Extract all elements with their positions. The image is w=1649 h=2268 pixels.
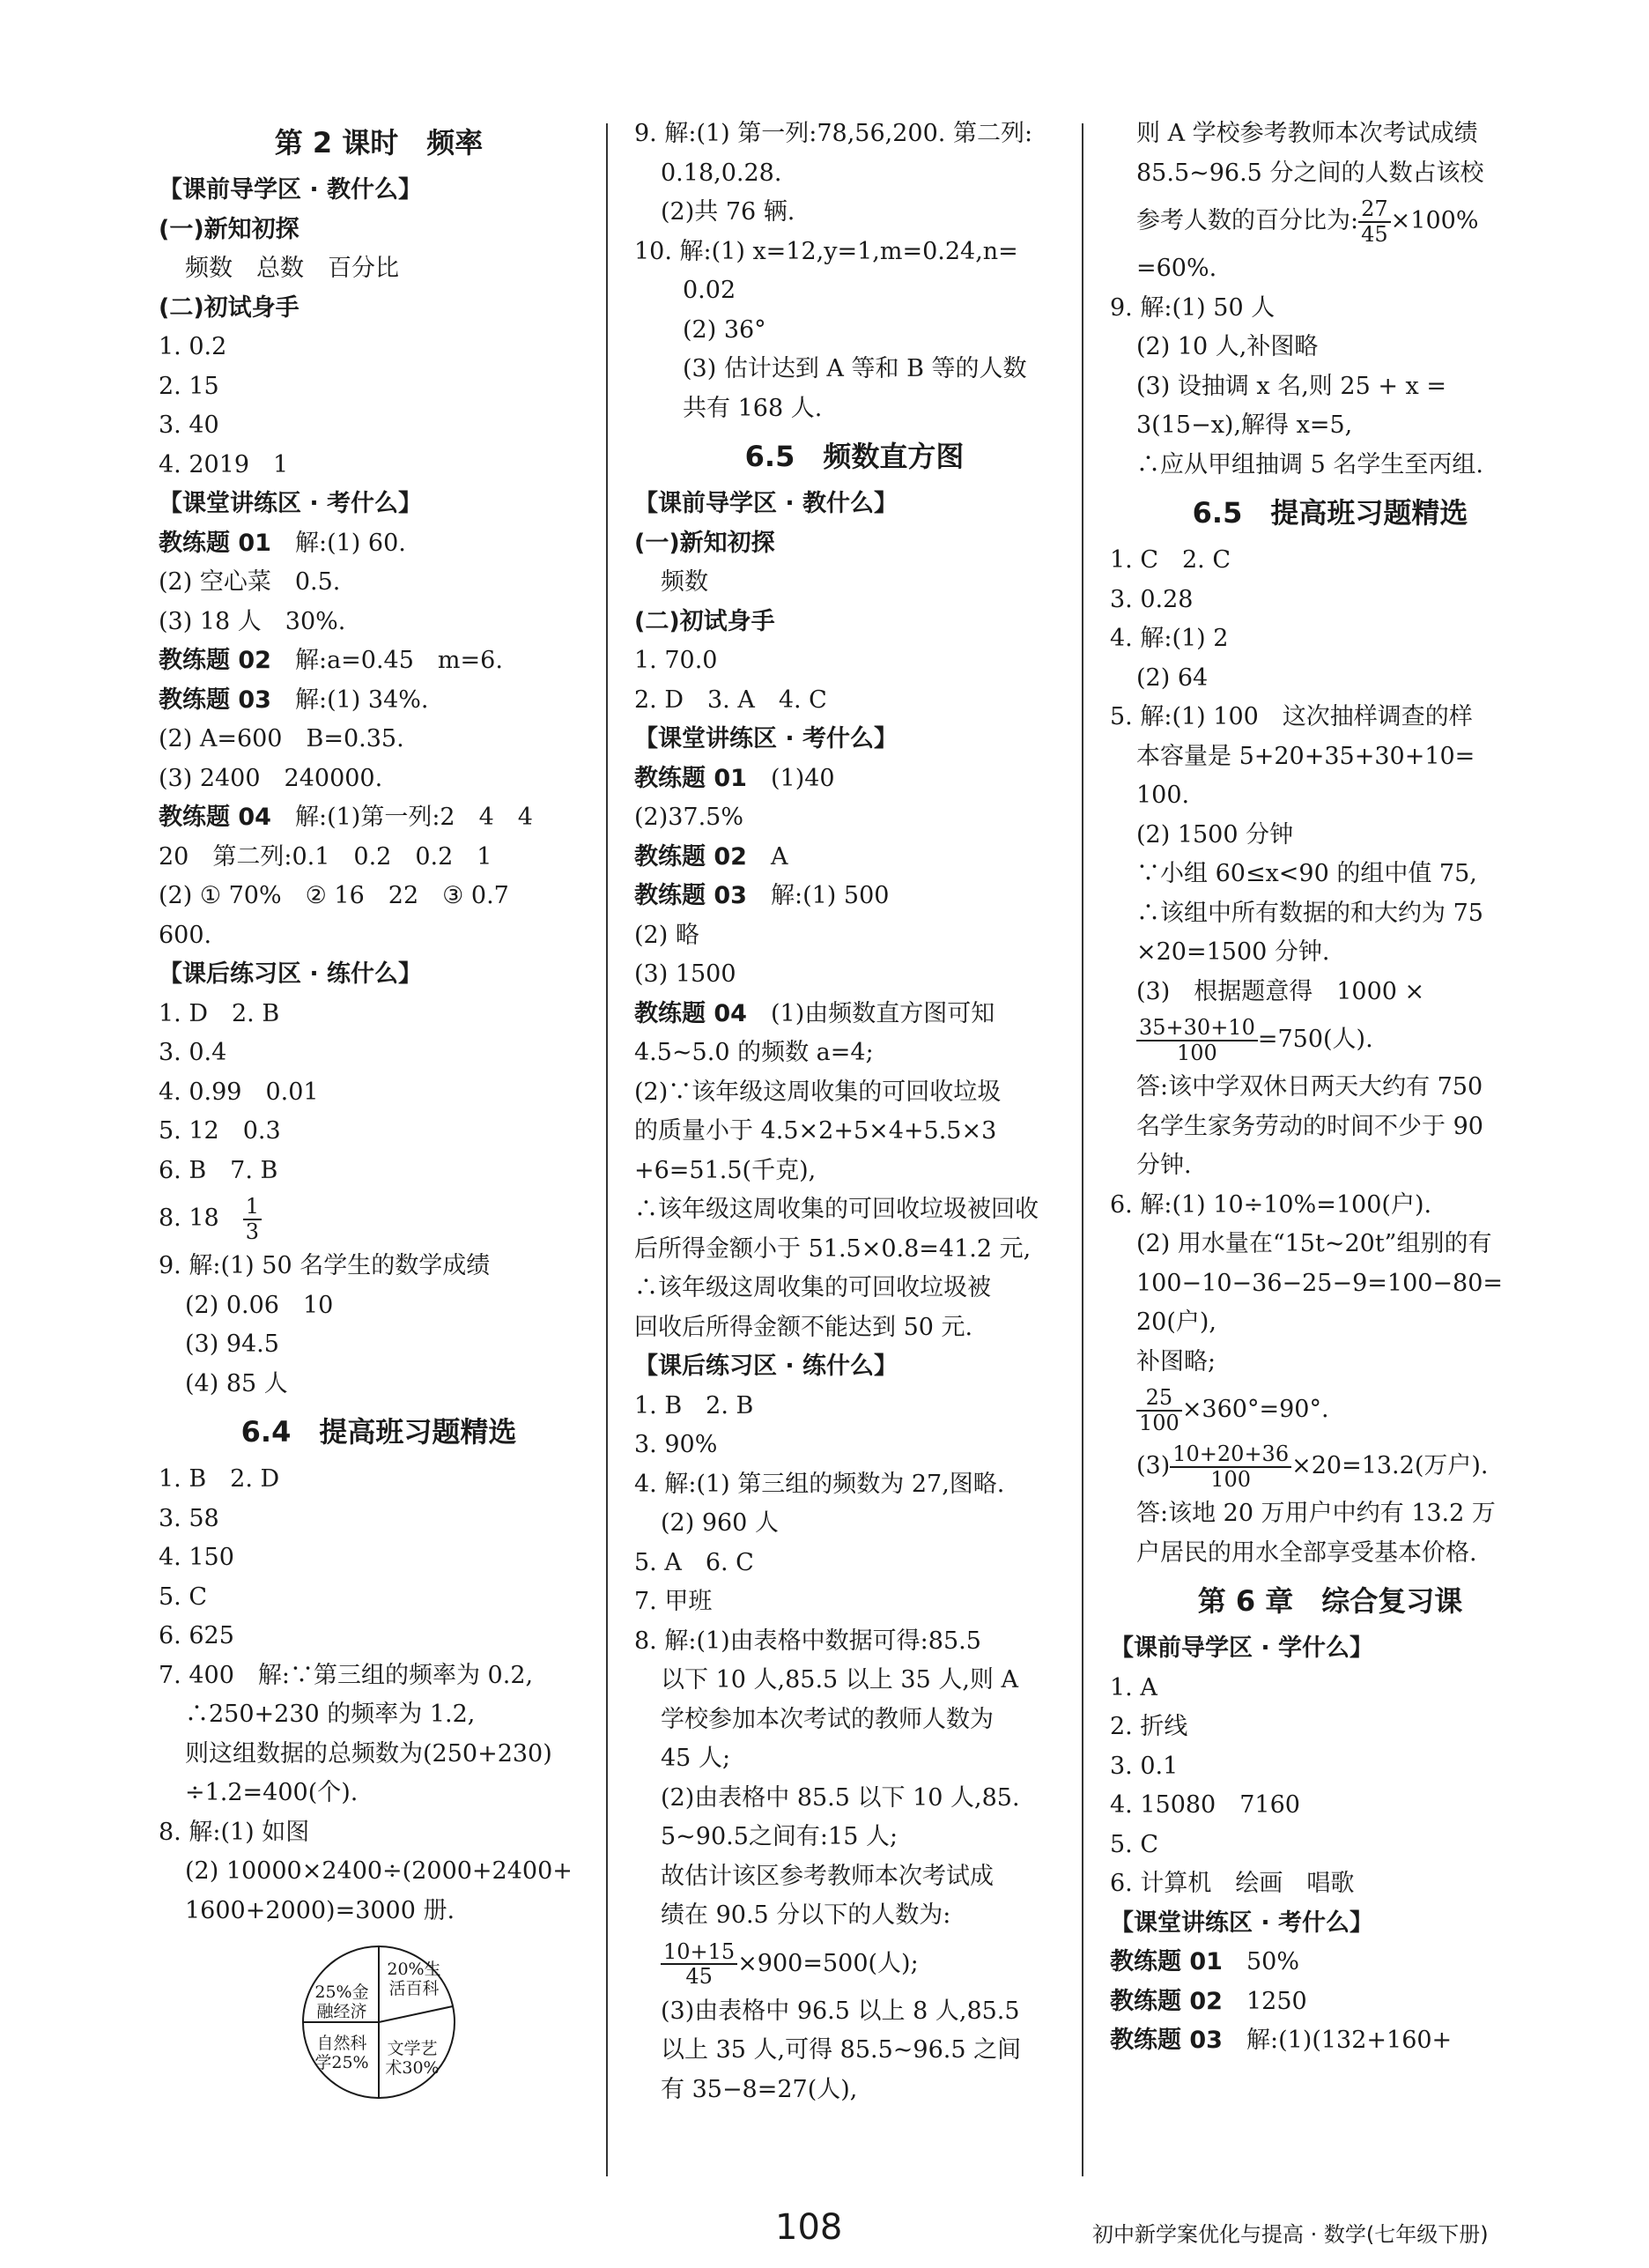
exercise-label: 教练题 01 (159, 529, 271, 557)
pie-chart (299, 1943, 458, 2101)
answer-line: 8. 解:(1)由表格中数据可得:85.5 (634, 1627, 981, 1655)
answer-line: 6. B 7. B (159, 1156, 278, 1184)
answer-line: 100−10−36−25−9=100−80= (1136, 1269, 1504, 1297)
answer-line: (2) 10 人,补图略 (1136, 333, 1319, 360)
pie-label-life-2: 活百科 (388, 1979, 440, 1998)
answer-line: 4. 2019 1 (159, 450, 289, 478)
answer-line: 7. 甲班 (634, 1588, 713, 1615)
section-title-advanced: 6.5 提高班习题精选 (1192, 496, 1468, 530)
answer-line: (2) 略 (634, 921, 699, 949)
fraction-numerator: 27 (1358, 197, 1391, 222)
answer-line: ÷1.2=400(个). (185, 1779, 359, 1806)
answer-line: ∴250+230 的频率为 1.2, (185, 1701, 476, 1728)
answer-line: 本容量是 5+20+35+30+10= (1136, 742, 1475, 770)
answer-line: (2) 960 人 (661, 1509, 779, 1537)
pie-label-literature: 文学艺 (387, 2039, 438, 2058)
answer-line: (3) 2400 240000. (159, 764, 383, 792)
answer-line: (3) 估计达到 A 等和 B 等的人数 (683, 355, 1027, 382)
answer-line: 6. 计算机 绘画 唱歌 (1110, 1870, 1355, 1897)
answer-line: 1. 0.2 (159, 333, 227, 360)
answer-line: 回收后所得金额不能达到 50 元. (634, 1313, 973, 1341)
answer-line: =60%. (1136, 255, 1217, 282)
section-header-class: 【课堂讲练区 · 考什么】 (634, 725, 898, 752)
answer-line: (2) 0.06 10 (185, 1291, 334, 1319)
answer-line: 100. (1136, 782, 1190, 809)
subheader-trial: (二)初试身手 (159, 293, 299, 322)
exercise-line (634, 760, 1075, 799)
answer-line: 名学生家务劳动的时间不少于 90 (1136, 1112, 1483, 1140)
answer-line: 有 35−8=27(人), (661, 2075, 858, 2103)
exercise-line (634, 995, 1075, 1034)
answer-line: (2)∵该年级这周收集的可回收垃圾 (634, 1078, 1002, 1106)
exercise-line (1110, 2021, 1550, 2061)
exercise-label: 教练题 03 (1110, 2027, 1223, 2054)
fraction (1170, 1442, 1291, 1491)
answer-line: 5. C (159, 1582, 208, 1611)
answer-line: 1. C 2. C (1110, 546, 1231, 574)
answer-line: 20(户), (1136, 1308, 1217, 1336)
pie-divider (379, 2006, 453, 2022)
exercise-line (159, 524, 599, 564)
answer-line: (3) 1500 (634, 960, 736, 988)
answer-line: +6=51.5(千克), (634, 1156, 817, 1184)
exercise-text: (1)40 (746, 764, 835, 792)
section-header-class: 【课堂讲练区 · 考什么】 (159, 490, 423, 517)
answer-line: 10. 解:(1) x=12,y=1,m=0.24,n= (634, 237, 1018, 265)
answer-line: 3. 90% (634, 1431, 718, 1458)
answer-line: 5. A 6. C (634, 1548, 754, 1576)
fraction-denominator: 100 (1177, 1040, 1217, 1065)
answer-line: 3(15−x),解得 x=5, (1136, 411, 1353, 439)
answer-line: 2. 折线 (1110, 1713, 1188, 1740)
answer-line: 4.5~5.0 的频数 a=4; (634, 1039, 874, 1066)
pie-label-finance-2: 融经济 (316, 2002, 367, 2021)
answer-line: 共有 168 人. (683, 394, 823, 422)
answer-line: ∴应从甲组抽调 5 名学生至丙组. (1136, 450, 1483, 478)
answer-line: 补图略; (1136, 1347, 1216, 1375)
answer-line: 20 第二列:0.1 0.2 0.2 1 (159, 842, 492, 871)
answer-line-fraction (159, 1190, 599, 1247)
exercise-label: 教练题 01 (1110, 1948, 1223, 1975)
answer-line: ∴该年级这周收集的可回收垃圾被回收 (634, 1196, 1039, 1223)
answer-line: 6. 解:(1) 10÷10%=100(户). (1110, 1190, 1432, 1219)
answer-line: (2) 空心菜 0.5. (159, 568, 341, 596)
exercise-text: 1250 (1222, 1987, 1307, 2015)
answer-line: 6. 625 (159, 1622, 234, 1649)
answer-line: ×20=1500 分钟. (1136, 938, 1330, 966)
answer-line: (2) 1500 分钟 (1136, 820, 1294, 849)
answer-line: (2) 用水量在“15t~20t”组别的有 (1136, 1230, 1492, 1257)
answer-text: 参考人数的百分比为: (1136, 207, 1359, 234)
answer-line: 1. B 2. B (634, 1391, 754, 1419)
answer-text: ×100% (1390, 207, 1479, 234)
answer-text: 8. 18 (159, 1204, 243, 1232)
exercise-line (1110, 1943, 1550, 1983)
answer-line: (2)共 76 辆. (661, 198, 795, 226)
exercise-label: 教练题 02 (1110, 1987, 1223, 2015)
fraction (243, 1195, 262, 1243)
column-right (1110, 115, 1550, 2061)
answer-line: ∵小组 60≤x<90 的组中值 75, (1136, 860, 1477, 887)
answer-line: (3) 根据题意得 1000 × (1136, 977, 1425, 1005)
subheader-new-knowledge: (一)新知初探 (159, 215, 299, 243)
section-header-class: 【课堂讲练区 · 考什么】 (1110, 1909, 1374, 1937)
answer-line: (2) ① 70% ② 16 22 ③ 0.7 (159, 882, 509, 909)
section-header-pre: 【课前导学区 · 教什么】 (634, 490, 898, 517)
exercise-label: 教练题 02 (634, 842, 747, 871)
answer-line: 9. 解:(1) 50 人 (1110, 293, 1276, 322)
fraction-numerator: 35+30+10 (1136, 1016, 1258, 1041)
answer-line: 0.18,0.28. (661, 159, 782, 187)
answer-line: 户居民的用水全部享受基本价格. (1136, 1538, 1477, 1567)
exercise-text: 解:(1)第一列:2 4 4 (270, 804, 533, 831)
answer-line: (2) 10000×2400÷(2000+2400+ (185, 1857, 573, 1885)
answer-line: ∴该组中所有数据的和大约为 75 (1136, 899, 1483, 927)
exercise-line (634, 838, 1075, 878)
exercise-label: 教练题 04 (159, 804, 271, 831)
answer-text: (3) (1136, 1452, 1171, 1479)
pie-label-life: 20%生 (387, 1960, 441, 1979)
fraction (1358, 197, 1391, 246)
answer-line-fraction (1110, 1012, 1550, 1068)
answer-line: 学校参加本次考试的教师人数为 (661, 1705, 994, 1733)
answer-line: 3. 0.28 (1110, 585, 1194, 613)
fraction-denominator: 3 (245, 1219, 259, 1244)
answer-line: 2. D 3. A 4. C (634, 686, 827, 714)
column-left (159, 115, 599, 2105)
fraction-denominator: 45 (1361, 221, 1388, 247)
answer-line-fraction (1110, 1438, 1550, 1494)
fraction-denominator: 45 (685, 1964, 713, 1989)
answer-line: 600. (159, 921, 212, 949)
answer-line: 1. A (1110, 1673, 1157, 1701)
answer-line: (3) 18 人 30%. (159, 607, 346, 635)
pie-label-science-2: 学25% (314, 2053, 369, 2072)
section-title-chapter-review: 第 6 章 综合复习课 (1197, 1584, 1463, 1618)
answer-line-fraction (1110, 1382, 1550, 1438)
section-header-pre: 【课前导学区 · 学什么】 (1110, 1634, 1374, 1662)
section-title-histogram: 6.5 频数直方图 (744, 440, 965, 473)
answer-line: 则 A 学校参考教师本次考试成绩 (1136, 120, 1478, 147)
answer-line: ∴该年级这周收集的可回收垃圾被 (634, 1274, 991, 1301)
answer-line: 后所得金额小于 51.5×0.8=41.2 元, (634, 1234, 1032, 1263)
fraction (1136, 1386, 1182, 1434)
exercise-text: (1)由频数直方图可知 (746, 999, 995, 1027)
exercise-label: 教练题 03 (159, 686, 271, 714)
answer-line: 分钟. (1136, 1152, 1192, 1179)
fraction-numerator: 10+20+36 (1170, 1442, 1291, 1467)
answer-line: 7. 400 解:∵第三组的频率为 0.2, (159, 1661, 534, 1689)
exercise-text: 50% (1222, 1948, 1299, 1975)
exercise-line (159, 798, 599, 838)
answer-line: 4. 150 (159, 1544, 234, 1571)
answer-text: ×360°=90°. (1181, 1396, 1329, 1423)
page-number: 108 (775, 2207, 843, 2248)
answer-line: (3) 设抽调 x 名,则 25 + x = (1136, 372, 1446, 400)
answer-line-fraction (634, 1936, 1075, 1992)
answer-line: 故估计该区参考教师本次考试成 (661, 1862, 994, 1890)
answer-line: 4. 解:(1) 2 (1110, 625, 1229, 652)
answer-line: 的质量小于 4.5×2+5×4+5.5×3 (634, 1117, 997, 1145)
fraction (661, 1940, 737, 1989)
section-title-frequency: 第 2 课时 频率 (274, 126, 484, 159)
footer-book-title: 初中新学案优化与提高 · 数学(七年级下册) (1092, 2222, 1489, 2247)
answer-line: 5. 解:(1) 100 这次抽样调查的样 (1110, 703, 1473, 730)
answer-line: 3. 58 (159, 1504, 219, 1532)
answer-line: 45 人; (661, 1745, 731, 1772)
pie-label-literature-2: 术30% (385, 2058, 440, 2078)
answer-line: (2) 64 (1136, 663, 1209, 692)
answer-line: (3) 94.5 (185, 1330, 279, 1358)
fraction (1136, 1016, 1258, 1064)
answer-line: 答:该中学双休日两天大约有 750 (1136, 1073, 1483, 1101)
answer-line: 3. 0.4 (159, 1039, 227, 1066)
answer-line: 以下 10 人,85.5 以上 35 人,则 A (661, 1666, 1018, 1694)
answer-line: (2)37.5% (634, 804, 744, 831)
exercise-text: 解:(1) 34%. (270, 686, 429, 714)
exercise-label: 教练题 02 (159, 647, 271, 674)
answer-line: 绩在 90.5 分以下的人数为: (661, 1901, 951, 1929)
exercise-text: A (746, 842, 788, 871)
answer-line: 1600+2000)=3000 册. (185, 1896, 455, 1924)
answer-line: 答:该地 20 万用户中约有 13.2 万 (1136, 1500, 1496, 1527)
answer-line: 1. D 2. B (159, 999, 280, 1027)
answer-line: 3. 40 (159, 411, 219, 439)
pie-label-finance: 25%金 (314, 1983, 369, 2002)
answer-text: ×900=500(人); (737, 1949, 919, 1977)
answer-line: 2. 15 (159, 372, 219, 400)
answer-line-fraction (1110, 193, 1550, 249)
answer-line: (2)由表格中 85.5 以下 10 人,85. (661, 1783, 1020, 1812)
answer-line: 频数 (661, 568, 708, 596)
section-header-pre: 【课前导学区 · 教什么】 (159, 176, 423, 204)
exercise-line (634, 877, 1075, 916)
exercise-line (159, 681, 599, 721)
answer-line: 5~90.5之间有:15 人; (661, 1823, 898, 1850)
exercise-text: 解:(1) 60. (270, 529, 406, 557)
exercise-label: 教练题 04 (634, 999, 747, 1027)
fraction-numerator: 1 (243, 1195, 262, 1219)
subheader-new-knowledge: (一)新知初探 (634, 529, 775, 557)
answer-text: ×20=13.2(万户). (1291, 1452, 1489, 1479)
answer-line: 4. 解:(1) 第三组的频数为 27,图略. (634, 1470, 1005, 1498)
exercise-line (159, 641, 599, 681)
exercise-line (1110, 1983, 1550, 2022)
pie-label-science: 自然科 (316, 2034, 367, 2053)
answer-line: 85.5~96.5 分之间的人数占该校 (1136, 159, 1484, 187)
section-header-post: 【课后练习区 · 练什么】 (159, 960, 423, 988)
answer-line: (3)由表格中 96.5 以上 8 人,85.5 (661, 1997, 1020, 2025)
answer-line: 以上 35 人,可得 85.5~96.5 之间 (661, 2036, 1022, 2064)
answer-line: 0.02 (683, 277, 736, 304)
subheader-trial: (二)初试身手 (634, 607, 775, 635)
answer-line: 3. 0.1 (1110, 1752, 1179, 1780)
column-middle (634, 115, 1075, 2109)
answer-line: (2) A=600 B=0.35. (159, 725, 404, 752)
answer-line: 9. 解:(1) 50 名学生的数学成绩 (159, 1252, 491, 1279)
exercise-text: 解:a=0.45 m=6. (270, 647, 503, 674)
answer-line: 则这组数据的总频数为(250+230) (185, 1739, 552, 1768)
section-title-advanced: 6.4 提高班习题精选 (240, 1415, 517, 1449)
answer-line: (2) 36° (683, 315, 766, 344)
exercise-text: 解:(1)(132+160+ (1222, 2027, 1453, 2054)
answer-line: (4) 85 人 (185, 1369, 288, 1397)
section-header-post: 【课后练习区 · 练什么】 (634, 1353, 898, 1380)
answer-line: 5. 12 0.3 (159, 1117, 281, 1145)
column-divider (1082, 123, 1083, 2176)
answer-line: 9. 解:(1) 第一列:78,56,200. 第二列: (634, 120, 1033, 147)
answer-line: 4. 15080 7160 (1110, 1791, 1300, 1819)
exercise-text: 解:(1) 500 (746, 882, 890, 909)
answer-line: 频数 总数 百分比 (185, 255, 399, 282)
fraction-denominator: 100 (1210, 1466, 1252, 1492)
column-divider (606, 123, 608, 2176)
fraction-numerator: 10+15 (661, 1940, 737, 1965)
exercise-label: 教练题 03 (634, 882, 747, 909)
answer-line: 1. B 2. D (159, 1465, 280, 1493)
answer-line: 8. 解:(1) 如图 (159, 1818, 310, 1846)
fraction-denominator: 100 (1139, 1410, 1179, 1435)
fraction-numerator: 25 (1136, 1386, 1182, 1411)
exercise-label: 教练题 01 (634, 764, 747, 792)
answer-line: 1. 70.0 (634, 647, 718, 674)
answer-text: =750(人). (1257, 1026, 1373, 1053)
answer-line: 4. 0.99 0.01 (159, 1078, 319, 1106)
answer-line: 5. C (1110, 1830, 1159, 1858)
